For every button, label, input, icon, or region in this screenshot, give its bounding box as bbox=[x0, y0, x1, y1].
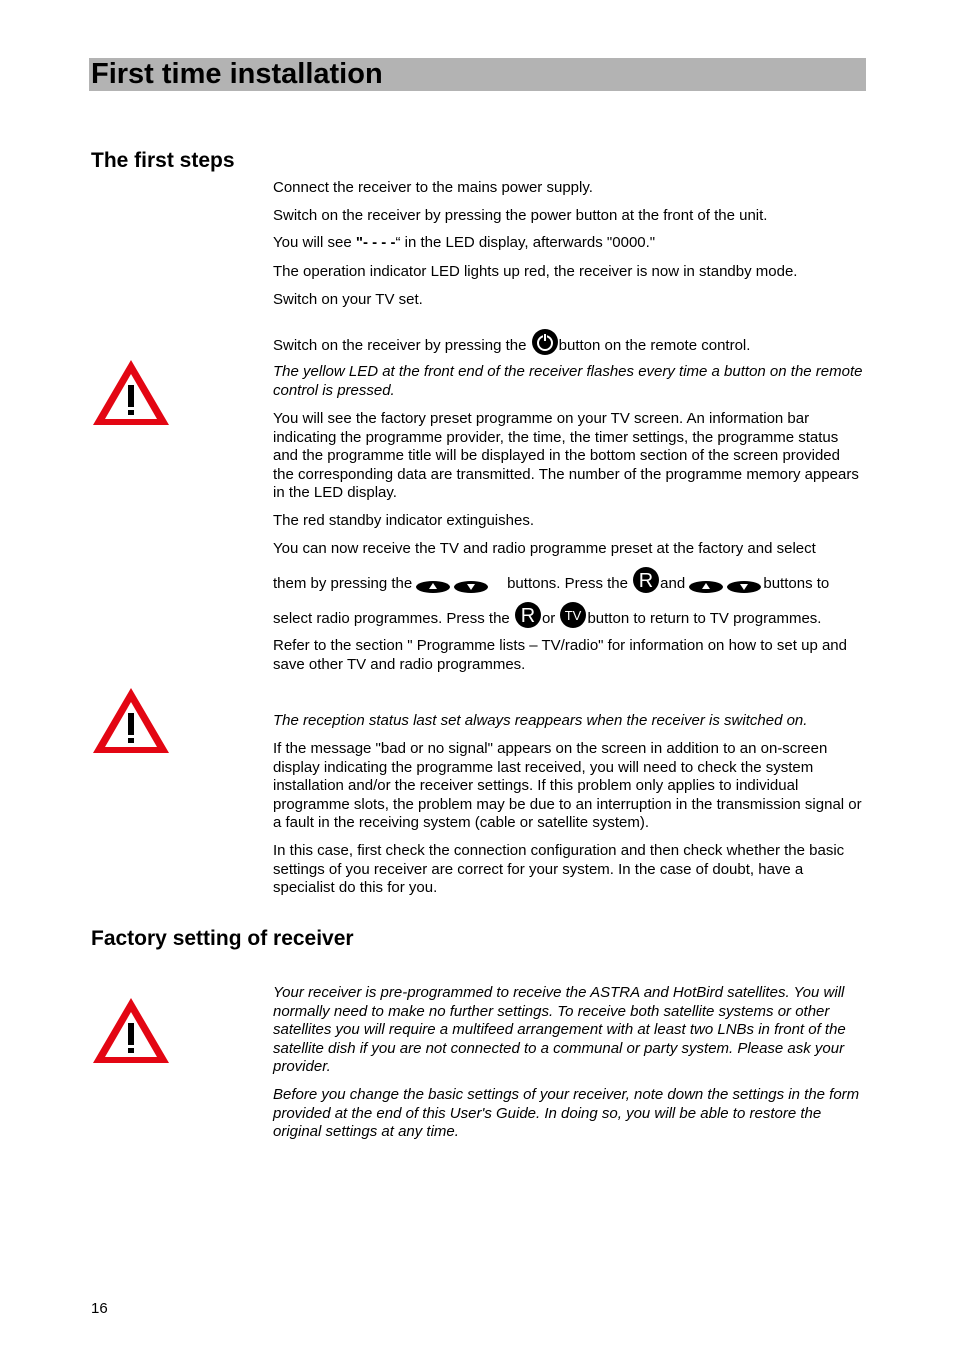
paragraph: You will see the factory preset programme on your TV screen. An information bar indicating the programme provider, the time, the timer settings, the programme status and the programme title will be displayed in the bottom section of the screen provided the corresponding data are transmitted. The number of the programme memory appears in the LED display. bbox=[273, 410, 859, 501]
paragraph: Switch on the receiver by pressing the power button at the front of the unit. bbox=[273, 207, 768, 224]
text-span: Switch on the receiver by pressing the bbox=[273, 337, 531, 354]
page-number: 16 bbox=[91, 1300, 108, 1317]
paragraph: If the message "bad or no signal" appears on the screen in addition to an on-screen display indicating the programme last received, you will need to check the system installation and/or the receiver settings. If this problem only applies to individual programme slots, the problem may be due to an interruption in the transmission signal or a fault in the receiving system (cable or satellite system). bbox=[273, 740, 862, 831]
paragraph bbox=[273, 234, 863, 253]
paragraph: The red standby indicator extinguishes. bbox=[273, 512, 534, 529]
text-span: buttons. Press the bbox=[507, 575, 633, 592]
warning-triangle-icon bbox=[91, 686, 171, 756]
tv-button-icon bbox=[559, 601, 587, 641]
paragraph bbox=[273, 328, 863, 367]
power-icon bbox=[531, 328, 559, 367]
paragraph bbox=[273, 601, 863, 641]
section-heading-first-steps: The first steps bbox=[91, 149, 235, 172]
text-span: “ in the LED display, afterwards "0000." bbox=[395, 234, 656, 251]
title-bar bbox=[89, 58, 866, 91]
text-span: or bbox=[541, 610, 560, 627]
text-span: You will see bbox=[273, 234, 356, 251]
text-span: button to return to TV programmes. bbox=[587, 610, 822, 627]
paragraph: The operation indicator LED lights up red, the receiver is now in standby mode. bbox=[273, 263, 798, 280]
note-paragraph: The reception status last set always reappears when the receiver is switched on. bbox=[273, 712, 808, 729]
paragraph: Refer to the section " Programme lists – TV/radio" for information on how to set up and save other TV and radio programmes. bbox=[273, 637, 847, 673]
warning-triangle-icon bbox=[91, 996, 171, 1066]
text-span: buttons to bbox=[763, 575, 830, 592]
radio-glyph: R bbox=[638, 570, 654, 592]
note-paragraph: The yellow LED at the front end of the receiver flashes every time a button on the remote control is pressed. bbox=[273, 363, 863, 399]
text-span: select radio programmes. Press the bbox=[273, 610, 514, 627]
tv-glyph: TV bbox=[565, 608, 582, 623]
paragraph: Switch on your TV set. bbox=[273, 291, 423, 308]
radio-button-icon bbox=[632, 566, 660, 606]
text-span: button on the remote control. bbox=[558, 337, 751, 354]
led-dashes: "- - - - bbox=[355, 234, 396, 251]
note-paragraph: Your receiver is pre-programmed to receive the ASTRA and HotBird satellites. You will normally need to make no further settings. To receive both satellite systems or other satellites you will require a multifeed arrangement with at least two LNBs in front of the satellite dish if you are not connected to a communal or party system. Please ask your provider. bbox=[273, 984, 846, 1075]
page-title: First time installation bbox=[91, 58, 383, 90]
paragraph: In this case, first check the connection configuration and then check whether the basic settings of you receiver are correct for your system. In the case of doubt, have a specialist do this for you. bbox=[273, 842, 845, 896]
section-heading-factory-setting: Factory setting of receiver bbox=[91, 927, 354, 950]
paragraph bbox=[273, 566, 863, 606]
radio-button-icon bbox=[514, 601, 542, 641]
text-span: them by pressing the bbox=[273, 575, 417, 592]
note-paragraph: Before you change the basic settings of your receiver, note down the settings in the form provided at the end of this User's Guide. In doing so, you will be able to restore the original settings at any time. bbox=[273, 1086, 860, 1140]
paragraph: You can now receive the TV and radio programme preset at the factory and select bbox=[273, 540, 816, 557]
paragraph: Connect the receiver to the mains power supply. bbox=[273, 179, 593, 196]
text-span: and bbox=[660, 575, 690, 592]
warning-triangle-icon bbox=[91, 358, 171, 428]
radio-glyph: R bbox=[520, 605, 536, 627]
